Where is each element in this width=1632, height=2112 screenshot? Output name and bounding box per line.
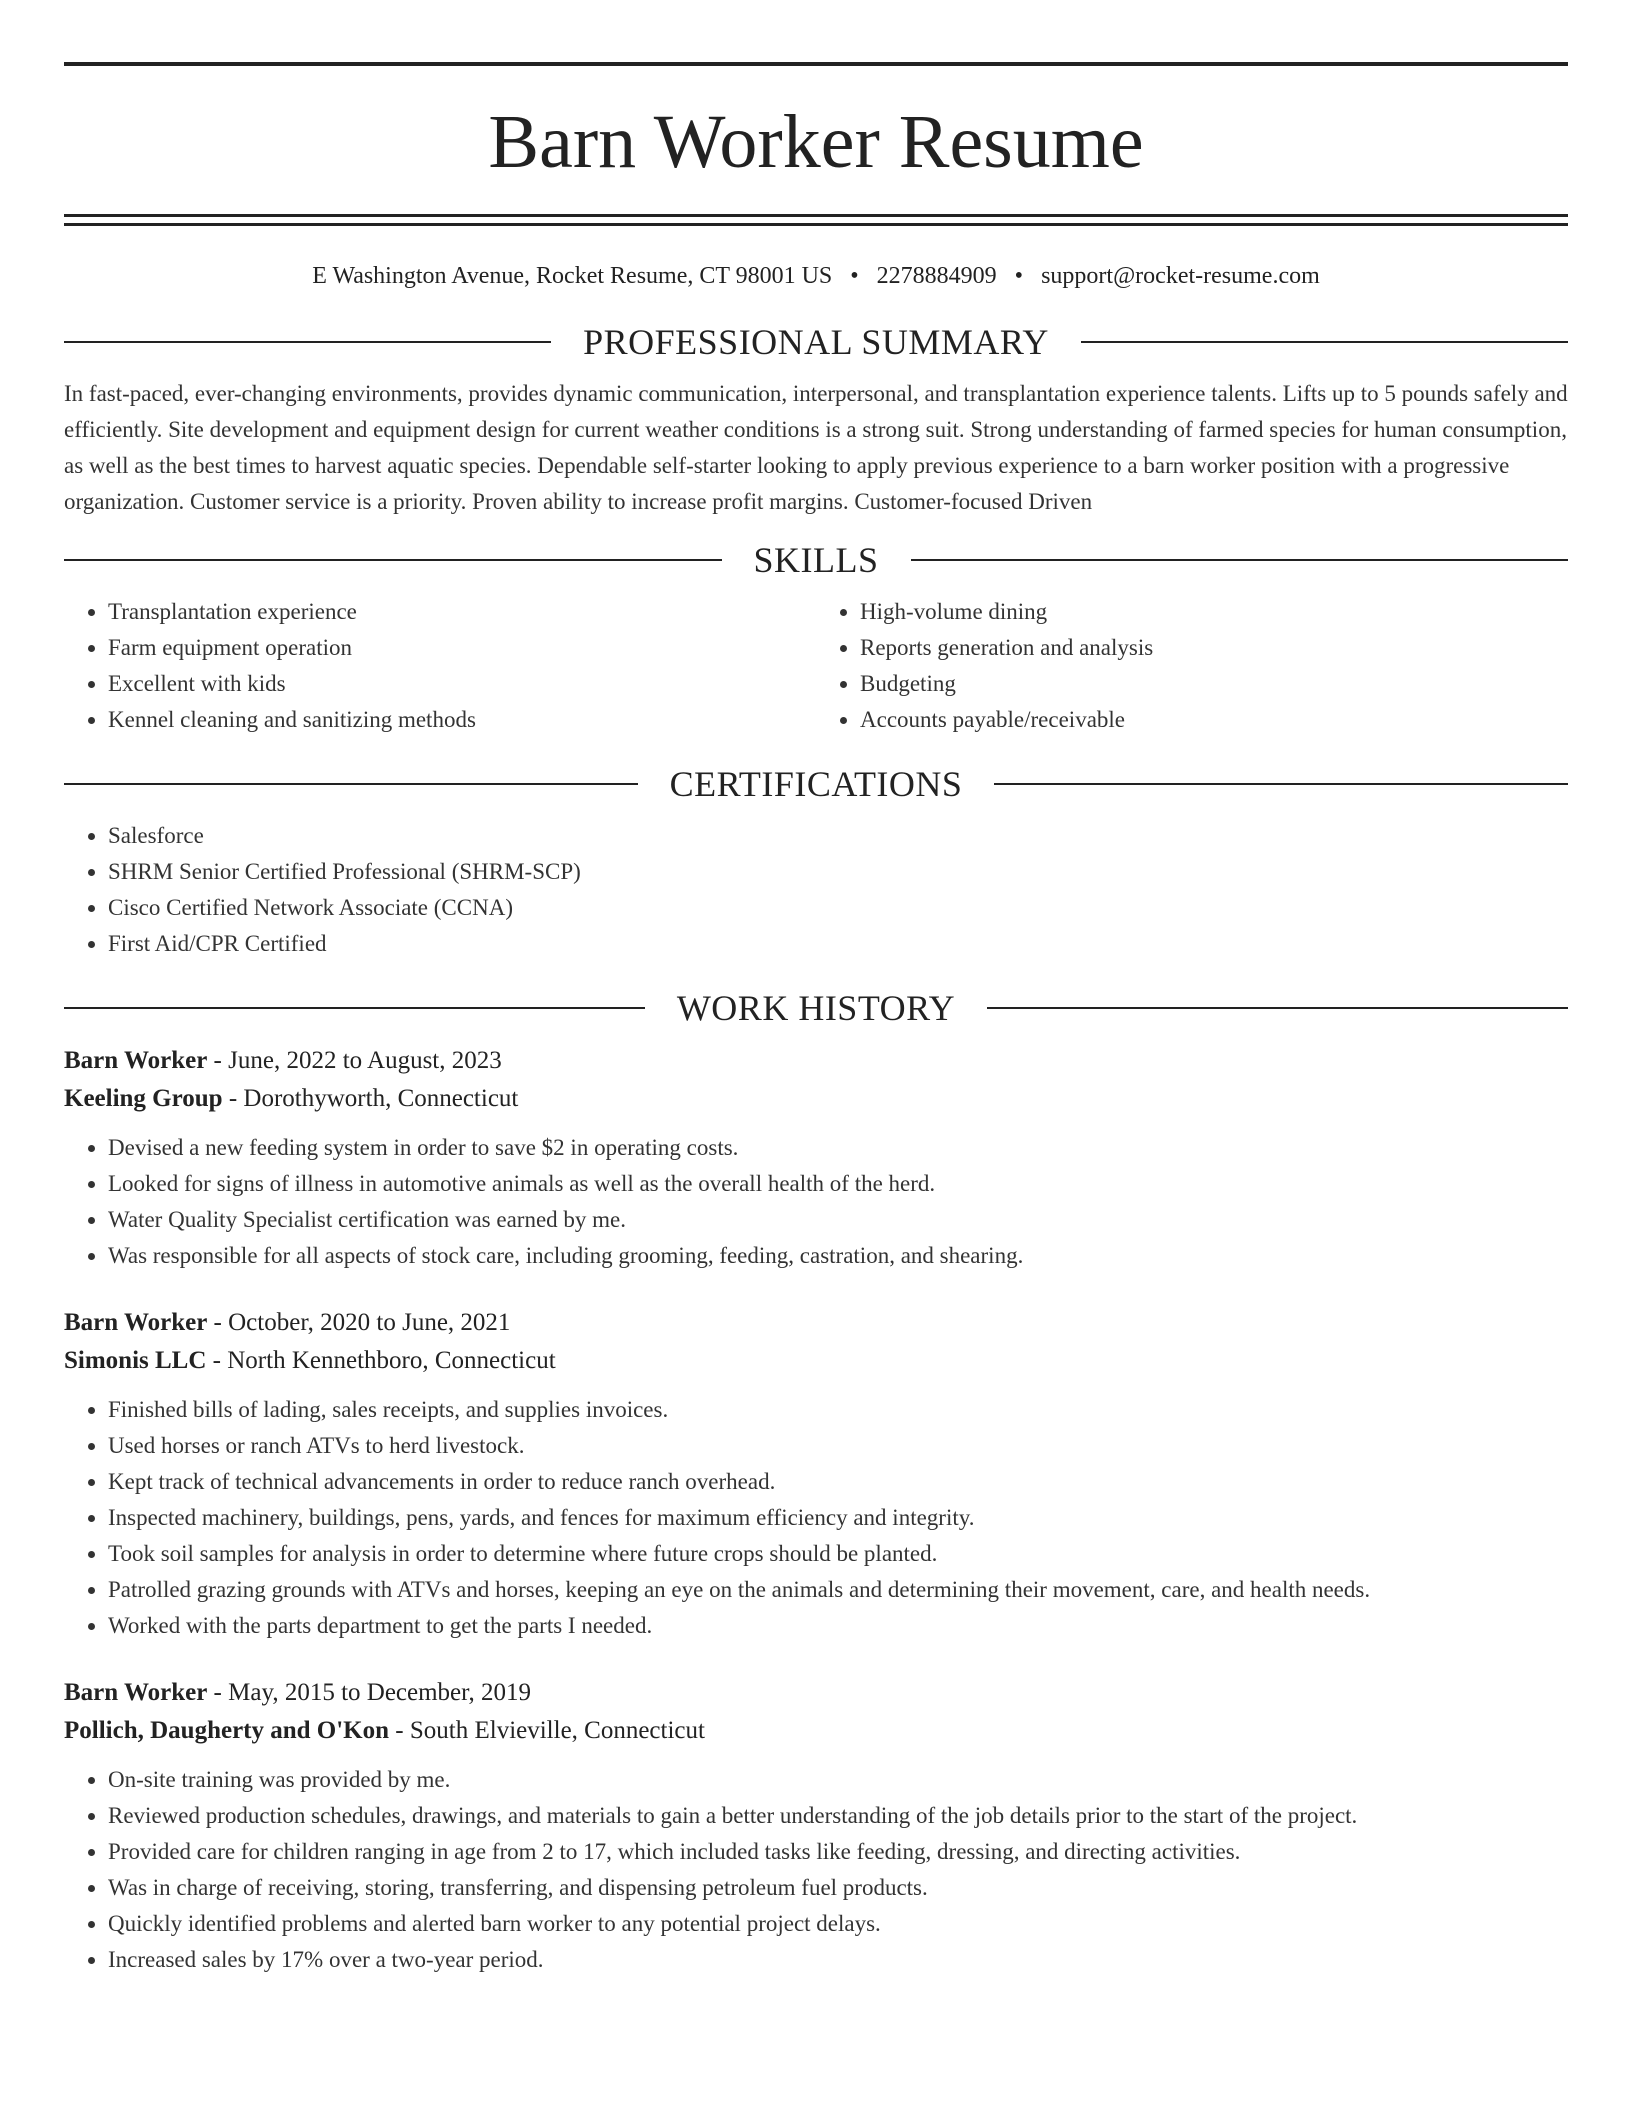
summary-section-heading [64, 322, 1568, 362]
job-title-line [64, 1674, 1568, 1712]
job-duty: • Was in charge of receiving, storing, transferring, and dispensing petroleum fuel products. [108, 1870, 1568, 1906]
job-duty: • Inspected machinery, buildings, pens, yards, and fences for maximum efficiency and integrity. [108, 1500, 1568, 1536]
skill-item: • Excellent with kids [108, 666, 816, 702]
job-entry [64, 1042, 1568, 1274]
heading-rule-right [994, 783, 1568, 785]
contact-separator: • [1014, 263, 1024, 289]
job-company-line [64, 1712, 1568, 1750]
top-rule [64, 62, 1568, 66]
job-duty: • Reviewed production schedules, drawings, and materials to gain a better understanding of the job details prior to the start of the project. [108, 1798, 1568, 1834]
job-title: Barn Worker [64, 1047, 208, 1074]
skills-grid [64, 594, 1568, 738]
job-duty: • Worked with the parts department to get the parts I needed. [108, 1608, 1568, 1644]
job-duty: • Finished bills of lading, sales receipts, and supplies invoices. [108, 1392, 1568, 1428]
work-history-list [64, 1042, 1568, 1978]
certification-item: • Cisco Certified Network Associate (CCNA) [108, 890, 1568, 926]
heading-rule-right [911, 559, 1569, 561]
skill-item: • Budgeting [860, 666, 1568, 702]
summary-heading-label: PROFESSIONAL SUMMARY [583, 322, 1049, 362]
skill-item: • High-volume dining [860, 594, 1568, 630]
job-duty: • Took soil samples for analysis in order to determine where future crops should be planted. [108, 1536, 1568, 1572]
skill-item: • Farm equipment operation [108, 630, 816, 666]
skill-item: • Accounts payable/receivable [860, 702, 1568, 738]
job-title-line [64, 1042, 1568, 1080]
certification-item: • SHRM Senior Certified Professional (SHRM-SCP) [108, 854, 1568, 890]
job-duty: • Water Quality Specialist certification was earned by me. [108, 1202, 1568, 1238]
certifications-section-heading [64, 764, 1568, 804]
job-duties-list [64, 1762, 1568, 1978]
skill-item: • Transplantation experience [108, 594, 816, 630]
job-location: - Dorothyworth, Connecticut [222, 1085, 519, 1112]
job-title: Barn Worker [64, 1309, 208, 1336]
certifications-heading-label: CERTIFICATIONS [669, 764, 963, 804]
certification-item: • First Aid/CPR Certified [108, 926, 1568, 962]
certification-item: • Salesforce [108, 818, 1568, 854]
job-duty: • Quickly identified problems and alerted barn worker to any potential project delays. [108, 1906, 1568, 1942]
job-title-line [64, 1304, 1568, 1342]
heading-rule-left [64, 341, 551, 343]
job-duty: • Used horses or ranch ATVs to herd livestock. [108, 1428, 1568, 1464]
job-title: Barn Worker [64, 1679, 208, 1706]
work-section-heading [64, 988, 1568, 1028]
job-duties-list [64, 1130, 1568, 1274]
job-location: - South Elvieville, Connecticut [389, 1717, 705, 1744]
heading-rule-left [64, 1007, 645, 1009]
job-entry [64, 1304, 1568, 1644]
job-duty: • Patrolled grazing grounds with ATVs and horses, keeping an eye on the animals and determining their movement, care, and health needs. [108, 1572, 1568, 1608]
job-dates: - May, 2015 to December, 2019 [207, 1679, 531, 1706]
job-duty: • On-site training was provided by me. [108, 1762, 1568, 1798]
contact-address: E Washington Avenue, Rocket Resume, CT 98001 US [312, 263, 833, 289]
certifications-list [64, 818, 1568, 962]
contact-separator: • [850, 263, 859, 289]
job-entry [64, 1674, 1568, 1978]
skills-list-left [64, 594, 816, 738]
job-duty: • Looked for signs of illness in automotive animals as well as the overall health of the herd. [108, 1166, 1568, 1202]
contact-phone: 2278884909 [876, 263, 997, 289]
job-company: Simonis LLC [64, 1347, 207, 1374]
job-duty: • Provided care for children ranging in age from 2 to 17, which included tasks like feeding, dressing, and directing activities. [108, 1834, 1568, 1870]
heading-rule-left [64, 559, 722, 561]
page-title: Barn Worker Resume [488, 100, 1144, 184]
heading-rule-left [64, 783, 638, 785]
job-duties-list [64, 1392, 1568, 1644]
job-location: - North Kennethboro, Connecticut [206, 1347, 556, 1374]
job-duty: • Kept track of technical advancements in order to reduce ranch overhead. [108, 1464, 1568, 1500]
skills-list-right [816, 594, 1568, 738]
heading-rule-right [987, 1007, 1568, 1009]
summary-text: In fast-paced, ever-changing environments, provides dynamic communication, interpersonal, and transplantation experience talents. Lifts up to 5 pounds safely and efficiently. Site development and equipment design for current weather conditions is a strong suit. Strong understanding of farmed species for human consumption, as well as the best times to harvest aquatic species. Dependable self-starter looking to apply previous experience to a barn worker position with a progressive organization. Customer service is a priority. Proven ability to increase profit margins. Customer-focused Driven [64, 381, 1568, 514]
job-dates: - June, 2022 to August, 2023 [207, 1047, 502, 1074]
job-dates: - October, 2020 to June, 2021 [207, 1309, 511, 1336]
job-company: Keeling Group [64, 1085, 223, 1112]
heading-rule-right [1081, 341, 1568, 343]
contact-line [64, 262, 1568, 290]
skills-section-heading [64, 540, 1568, 580]
job-company: Pollich, Daugherty and O'Kon [64, 1717, 390, 1744]
job-company-line [64, 1080, 1568, 1118]
job-company-line [64, 1342, 1568, 1380]
contact-email: support@rocket-resume.com [1041, 263, 1320, 289]
skill-item: • Reports generation and analysis [860, 630, 1568, 666]
job-duty: • Increased sales by 17% over a two-year period. [108, 1942, 1568, 1978]
work-heading-label: WORK HISTORY [676, 988, 956, 1028]
job-duty: • Devised a new feeding system in order to save $2 in operating costs. [108, 1130, 1568, 1166]
skill-item: • Kennel cleaning and sanitizing methods [108, 702, 816, 738]
skills-heading-label: SKILLS [753, 540, 879, 580]
job-duty: • Was responsible for all aspects of stock care, including grooming, feeding, castration, and shearing. [108, 1238, 1568, 1274]
title-double-rule [64, 214, 1568, 226]
